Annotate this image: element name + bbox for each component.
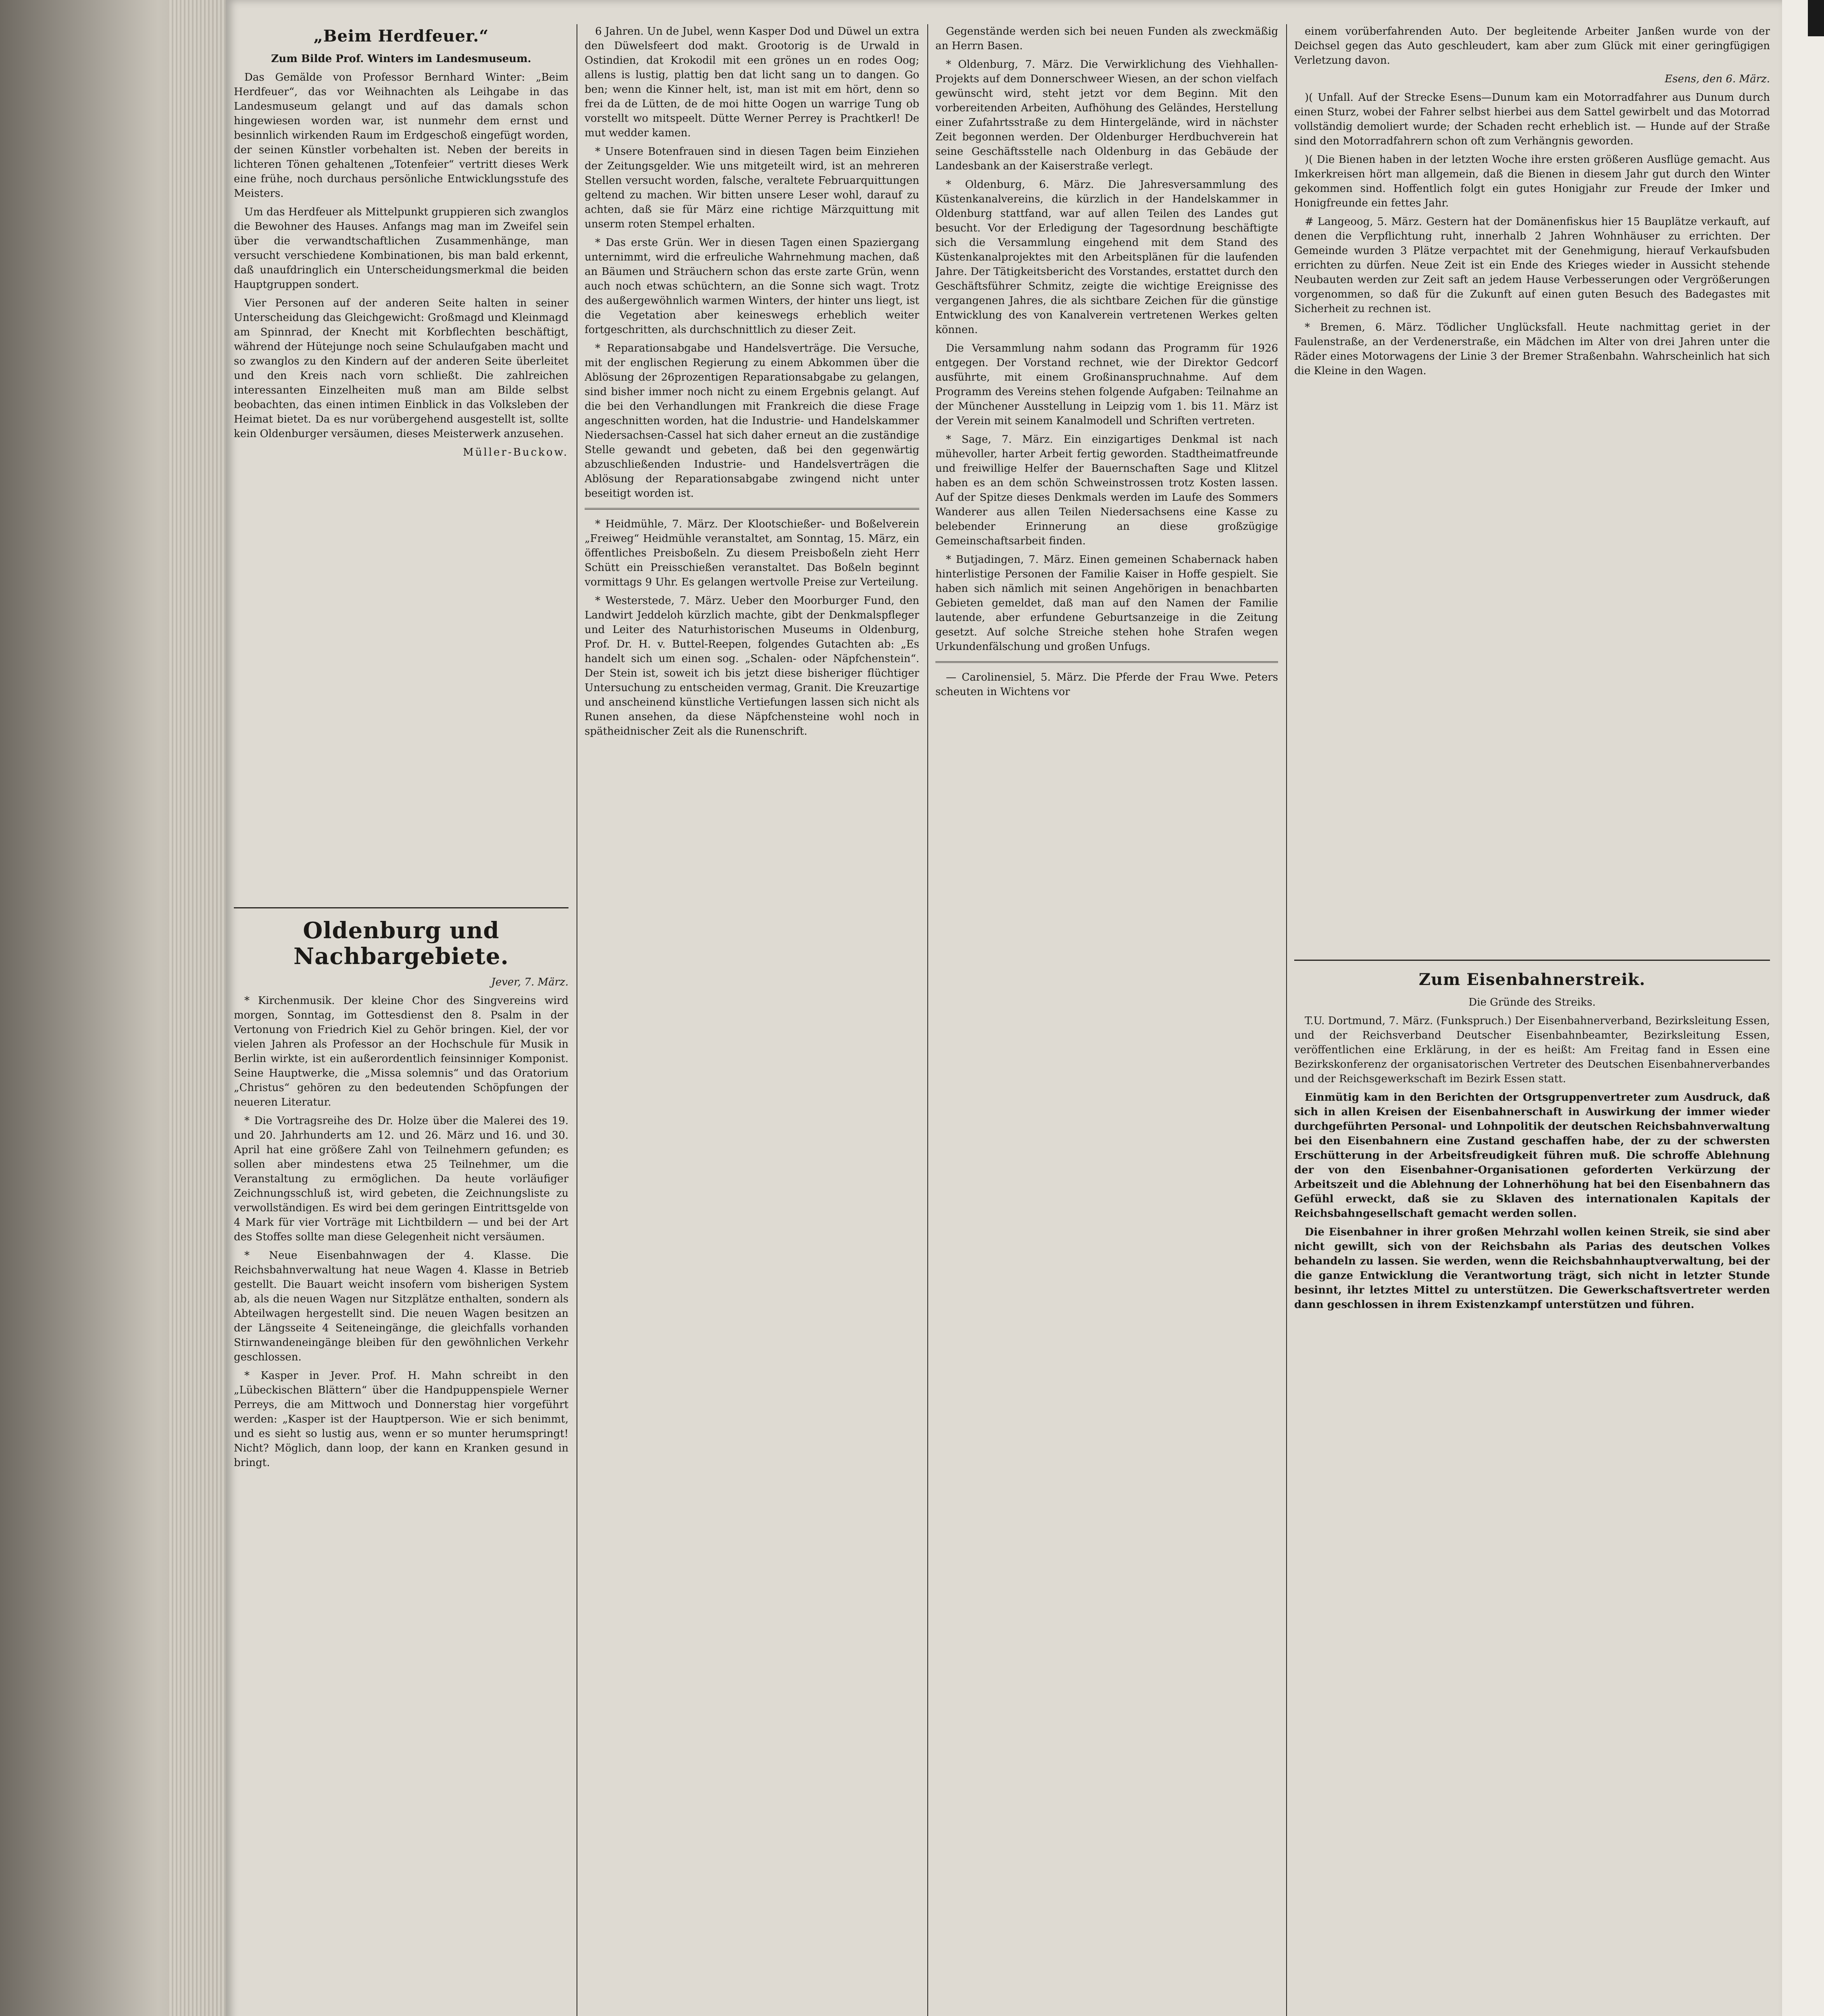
column-four xyxy=(1294,24,1770,952)
paragraph: * Heidmühle, 7. März. Der Klootschießer- und Boßelverein „Freiweg“ Heidmühle veranstaltet, am Sonntag, 15. März, ein öffentliches Preisboßeln. Zu diesem Preisboßeln zieht Herr Schütt ein Preisschießen veranstaltet. Das Boßeln beginnt vormittags 9 Uhr. Es gelangen wertvolle Preise zur Verteilung. xyxy=(585,518,919,588)
paragraph: Die Versammlung nahm sodann das Programm für 1926 entgegen. Der Vorstand rechnet, wie der Direktor Gedcorf ausführte, mit einem Großinanspruchnahme. Auf dem Programm des Vereins stehen folgende Aufgaben: Teilnahme an der Münchener Ausstellung in Leipzig vom 1. bis 11. März ist der Verein mit seinem Kanalmodell und Schriften vertreten. xyxy=(935,342,1278,427)
column-three xyxy=(935,24,1278,2016)
paragraph: Das Gemälde von Professor Bernhard Winter: „Beim Herdfeuer“, das vor Weihnachten als Leihgabe in das Landesmuseum gelangt und auf das damals schon hingewiesen worden war, ist nunmehr dem ernst und besinnlich wirkenden Raum im Erdgeschoß eingefügt worden, der seinen Künstler vorbehalten ist. Neben der bereits in lichteren Tönen gehaltenen „Totenfeier“ vertritt dieses Werk eine frühe, noch durchaus persönliche Entwicklungsstufe des Meisters. xyxy=(234,71,568,200)
paragraph: * Sage, 7. März. Ein einzigartiges Denkmal ist nach mühevoller, harter Arbeit fertig geworden. Stadtheimatfreunde und freiwillige Helfer der Bauernschaften Sage und Klitzel haben es an dem schön Schweinstrossen trotz Kosten lassen. Auf der Spitze dieses Denkmals werden im Laufe des Sommers Wanderer aus allen Teilen Niedersachsens eine Kasse zu belebender Erinnerung an diese großzügige Gemeinschaftsarbeit finden. xyxy=(935,433,1278,547)
page-margin-right xyxy=(1782,0,1824,2016)
paragraph: T.U. Dortmund, 7. März. (Funkspruch.) Der Eisenbahnerverband, Bezirksleitung Essen, und der Reichsverband Deutscher Eisenbahnbeamter, Bezirksleitung Essen, veröffentlichen eine Erklärung, in der es heißt: Am Freitag fand in Essen eine Bezirkskonferenz der organisatorischen Vertreter des Deutschen Eisenbahnerverbandes und der Reichsgewerkschaft im Bezirk Essen statt. xyxy=(1294,1015,1770,1085)
column-two xyxy=(585,24,919,2016)
paragraph: * Bremen, 6. März. Tödlicher Unglücksfall. Heute nachmittag geriet in der Faulenstraße, an der Verdenerstraße, ein Mädchen im Alter von drei Jahren unter die Räder eines Motorwagens der Linie 3 der Bremer Straßenbahn. Wahrscheinlich hat sich die Kleine in den Wagen. xyxy=(1294,321,1770,377)
paragraph: — Carolinensiel, 5. März. Die Pferde der Frau Wwe. Peters scheuten in Wichtens vor xyxy=(935,671,1278,698)
divider xyxy=(234,907,568,908)
article-subtitle: Zum Bilde Prof. Winters im Landesmuseum. xyxy=(271,53,531,65)
paragraph: * Butjadingen, 7. März. Einen gemeinen Schabernack haben hinterlistige Personen der Familie Kaiser in Hoffe gespielt. Sie haben sich nämlich mit seinen Angehörigen in benachbarten Gebieten gemeldet, daß man auf den Namen der Familie lautende, aber erfundene Geburtsanzeige in die Zeitung gesetzt. Auf solche Streiche stehen hohe Strafen wegen Urkundenfälschung und großen Unfugs. xyxy=(935,554,1278,653)
paragraph: Die Eisenbahner in ihrer großen Mehrzahl wollen keinen Streik, sie sind aber nicht gewillt, sich von der Reichsbahn als Parias des deutschen Volkes behandeln zu lassen. Sie werden, wenn die Reichsbahnhauptverwaltung, bei der die ganze Entwicklung die Verantwortung trägt, sich nicht in letzter Stunde besinnt, ihr letztes Mittel zu unterstützen. Die Gewerkschaftsvertreter werden dann geschlossen in ihrem Existenzkampf unterstützen und führen. xyxy=(1294,1226,1770,1311)
divider xyxy=(1294,960,1770,961)
paragraph: einem vorüberfahrenden Auto. Der begleitende Arbeiter Janßen wurde von der Deichsel gegen das Auto geschleudert, kam aber zum Glück mit einer geringfügigen Verletzung davon. xyxy=(1294,25,1770,67)
paragraph: Um das Herdfeuer als Mittelpunkt gruppieren sich zwanglos die Bewohner des Hauses. Anfangs mag man im Zweifel sein über die verwandtschaftlichen Zusammenhänge, man versucht verschiedene Kombinationen, bis man bald erkennt, daß unaufdringlich ein Unterscheidungsmerkmal die beiden Hauptgruppen sondert. xyxy=(234,206,568,291)
paragraph: Einmütig kam in den Berichten der Ortsgruppenvertreter zum Ausdruck, daß sich in allen Kreisen der Eisenbahnerschaft in Auswirkung der immer wieder durchgeführten Personal- und Lohnpolitik der deutschen Reichsbahnverwaltung bei den Eisenbahnern eine Zustand geschaffen habe, der zu der schwersten Erschütterung in der Arbeitsfreudigkeit führen muß. Die schroffe Ablehnung der von den Eisenbahner-Organisationen geforderten Verkürzung der Arbeitszeit und die Ablehnung der Lohnerhöhung hat bei den Eisenbahnern das Gefühl erweckt, daß sie zu Sklaven des internationalen Kapitals der Reichsbahngesellschaft gemacht werden sollen. xyxy=(1294,1091,1770,1220)
newspaper-page xyxy=(226,0,1782,2016)
paragraph: # Langeoog, 5. März. Gestern hat der Domänenfiskus hier 15 Bauplätze verkauft, auf denen die Verpflichtung ruht, innerhalb 2 Jahren Wohnhäuser zu errichten. Der Gemeinde wurden 3 Plätze verpachtet mit der Genehmigung, hierauf Verkaufsbuden errichten zu dürfen. Neue Zeit ist ein Ende des Krieges wieder in Aussicht stehende Neubauten werden zur Zeit saft an jedem Hause Verbesserungen oder Vergrößerungen vorgenommen, so daß für die Zukunft auf einen guten Besuch des Badegastes mit Sicherheit zu rechnen ist. xyxy=(1294,216,1770,315)
section-title: Oldenburg und Nachbargebiete. xyxy=(293,917,509,970)
paragraph: )( Unfall. Auf der Strecke Esens—Dunum kam ein Motorradfahrer aus Dunum durch einen Sturz, wobei der Fahrer selbst hierbei aus dem Sattel gewirbelt und das Motorrad vollständig demoliert wurde; der Schaden recht erheblich ist. — Hunde auf der Straße sind den Motorradfahrern schon oft zum Verhängnis geworden. xyxy=(1294,92,1770,147)
paragraph: * Neue Eisenbahnwagen der 4. Klasse. Die Reichsbahnverwaltung hat neue Wagen 4. Klasse in Betrieb gestellt. Die Bauart weicht insofern vom bisherigen System ab, als die neuen Wagen nur Sitzplätze enthalten, sondern als Abteilwagen hergestellt sind. Die neuen Wagen besitzen an der Längsseite 4 Seiteneingänge, die gleichfalls vorhanden Stirnwandeneingänge bleiben für den gewöhnlichen Verkehr geschlossen. xyxy=(234,1250,568,1363)
dateline: Jever, 7. März. xyxy=(491,976,568,988)
article-title: Zum Eisenbahnerstreik. xyxy=(1418,970,1646,989)
corner-mark xyxy=(1808,0,1824,36)
divider xyxy=(935,661,1278,663)
paragraph: )( Die Bienen haben in der letzten Woche ihre ersten größeren Ausflüge gemacht. Aus Imkerkreisen hört man allgemein, daß die Bienen in diesem Jahr gut durch den Winter gekommen sind. Hoffentlich folgt ein gutes Honigjahr zur Freude der Imker und Honigfreunde ein fettes Jahr. xyxy=(1294,154,1770,209)
paragraph: * Westerstede, 7. März. Ueber den Moorburger Fund, den Landwirt Jeddeloh kürzlich machte, gibt der Denkmalspfleger und Leiter des Naturhistorischen Museums in Oldenburg, Prof. Dr. H. v. Buttel-Reepen, folgendes Gutachten ab: „Es handelt sich um einen sog. „Schalen- oder Näpfchenstein“. Der Stein ist, soweit ich bis jetzt diese bisheriger flüchtiger Untersuchung zu entscheiden vermag, Granit. Die Kreuzartige und anscheinend künstliche Vertiefungen lassen sich nicht als Runen ansehen, da diese Näpfchensteine wohl noch in spätheidnischer Zeit als die Runenschrift. xyxy=(585,595,919,737)
paragraph: * Oldenburg, 7. März. Die Verwirklichung des Viehhallen-Projekts auf dem Donnerschweer Wiesen, an der schon vielfach gewünscht wird, steht jetzt vor dem Beginn. Mit den vorbereitenden Arbeiten, Aufhöhung des Geländes, Herstellung einer Zufahrtsstraße zu dem Hintergelände, wird in nächster Zeit begonnen werden. Der Oldenburger Herdbuchverein hat seine Geschäftsstelle nach Oldenburg in das Gebäude der Landesbank an der Kaiserstraße verlegt. xyxy=(935,58,1278,172)
column-rule xyxy=(927,24,928,2016)
article-title: „Beim Herdfeuer.“ xyxy=(313,27,489,46)
column-rule xyxy=(1286,24,1287,2016)
author-signature: Müller-Buckow. xyxy=(463,446,568,458)
paragraph: * Unsere Botenfrauen sind in diesen Tagen beim Einziehen der Zeitungsgelder. Wie uns mitgeteilt wird, ist an mehreren Stellen versucht worden, falsche, veraltete Februarquittungen geltend zu machen. Wir bitten unsere Leser wohl, darauf zu achten, daß sie für März eine richtige Märzquittung mit unserm roten Stempel erhalten. xyxy=(585,146,919,230)
divider xyxy=(585,508,919,510)
dateline: Esens, den 6. März. xyxy=(1665,73,1770,85)
paragraph: * Oldenburg, 6. März. Die Jahresversammlung des Küstenkanalvereins, die kürzlich in der Handelskammer in Oldenburg stattfand, war auf allen Teilen des Landes gut besucht. Vor der Erledigung der Tagesordnung beschäftigte sich die Versammlung eingehend mit dem Stand des Küstenkanalprojektes mit den Arbeitsplänen für die laufenden Jahre. Der Tätigkeitsbericht des Vorstandes, erstattet durch den Geschäftsführer Schmitz, zeigte die wichtige Ereignisse des vergangenen Jahres, die als sichtbare Zeichen für die günstige Entwicklung des von Kanalverein vertretenen Werkes gelten können. xyxy=(935,179,1278,336)
column-herdfeuer xyxy=(234,24,568,903)
column-oldenburg xyxy=(234,915,568,2016)
column-streik xyxy=(1294,968,1770,2016)
paragraph: * Kasper in Jever. Prof. H. Mahn schreibt in den „Lübeckischen Blättern“ über die Handpuppenspiele Werner Perreys, die am Mittwoch und Donnerstag hier vorgeführt werden: „Kasper ist der Hauptperson. Wie er sich benimmt, und es sieht so lustig aus, wenn er so munter herumspringt! Nicht? Möglich, dann loop, der kann en Kranken gesund in bringt. xyxy=(234,1370,568,1469)
paragraph: 6 Jahren. Un de Jubel, wenn Kasper Dod und Düwel un extra den Düwelsfeert dod makt. Grootorig is de Urwald in Ostindien, dat Krokodil mit een grönes un en rodes Oog; allens is lustig, plattig ben dat licht sang un to dangen. Go ben; wenn die Kinner helt, ist, man ist mit em hört, denn so frei da de Lütten, de de moi hitte Oogen un warrige Tung ob vorstellt wo mitspeelt. Dütte Werner Perrey is Prachtkerl! De mut wedder kamen. xyxy=(585,25,919,139)
paragraph: * Das erste Grün. Wer in diesen Tagen einen Spaziergang unternimmt, wird die erfreuliche Wahrnehmung machen, daß an Bäumen und Sträuchern schon das erste zarte Grün, wenn auch noch etwas schüchtern, an die Sonne sich wagt. Trotz des außergewöhnlich warmen Winters, der hinter uns liegt, ist die Vegetation aber keineswegs erheblich weiter fortgeschritten, als durchschnittlich zu dieser Zeit. xyxy=(585,237,919,336)
paragraph: * Reparationsabgabe und Handelsverträge. Die Versuche, mit der englischen Regierung zu einem Abkommen über die Ablösung der 26prozentigen Reparationsabgabe zu gelangen, sind bisher immer noch nicht zu einem Ergebnis gelangt. Auf die bei den Verhandlungen mit Frankreich die diese Frage angeschnitten worden, hat die Industrie- und Handelskammer Niedersachsen-Cassel hat sich daher erneut an die zuständige Stelle gewandt und gebeten, daß bei den gegenwärtig abzuschließenden Industrie- und Handelsverträgen die Ablösung der Reparationsabgabe zwingend nicht unter beseitigt worden ist. xyxy=(585,342,919,500)
paragraph: Vier Personen auf der anderen Seite halten in seiner Unterscheidung das Gleichgewicht: Großmagd und Kleinmagd am Spinnrad, der Knecht mit Korbflechten beschäftigt, während der Hütejunge noch seine Schulaufgaben macht und so zwanglos zu den Kindern auf der anderen Seite überleitet und den Kreis nach vorn schließt. Die zahlreichen interessanten Einzelheiten muß man am Bilde selbst beobachten, das einen intimen Einblick in das Volksleben der Heimat bietet. Da es nur vorübergehend ausgestellt ist, sollte kein Oldenburger versäumen, dieses Meisterwerk anzusehen. xyxy=(234,297,568,440)
page-stack xyxy=(169,0,226,2016)
paragraph: * Die Vortragsreihe des Dr. Holze über die Malerei des 19. und 20. Jahrhunderts am 12. und 26. März und 16. und 30. April hat eine größere Zahl von Teilnehmern gefunden; es sollen aber mindestens etwa 25 Teilnehmer, um die Veranstaltung zu ermöglichen. Da heute vorläufiger Zeichnungsschluß ist, wird gebeten, die Zeichnungsliste zu verwollständigen. Es wird bei dem geringen Eintrittsgelde von 4 Mark für vier Vorträge mit Lichtbildern — und bei der Art des Stoffes sollte man diese Gelegenheit nicht versäumen. xyxy=(234,1115,568,1243)
article-subtitle: Die Gründe des Streiks. xyxy=(1468,996,1596,1008)
paragraph: Gegenstände werden sich bei neuen Funden als zweckmäßig an Herrn Basen. xyxy=(935,25,1278,52)
paragraph: * Kirchenmusik. Der kleine Chor des Singvereins wird morgen, Sonntag, im Gottesdienst den 8. Psalm in der Vertonung von Friedrich Kiel zu Gehör bringen. Kiel, der vor vielen Jahren als Professor an der Hochschule für Musik in Berlin wirkte, ist ein außerordentlich feinsinniger Komponist. Seine Hauptwerke, die „Missa solemnis“ und das Oratorium „Christus“ gehören zu den bedeutenden Schöpfungen der neueren Literatur. xyxy=(234,995,568,1108)
